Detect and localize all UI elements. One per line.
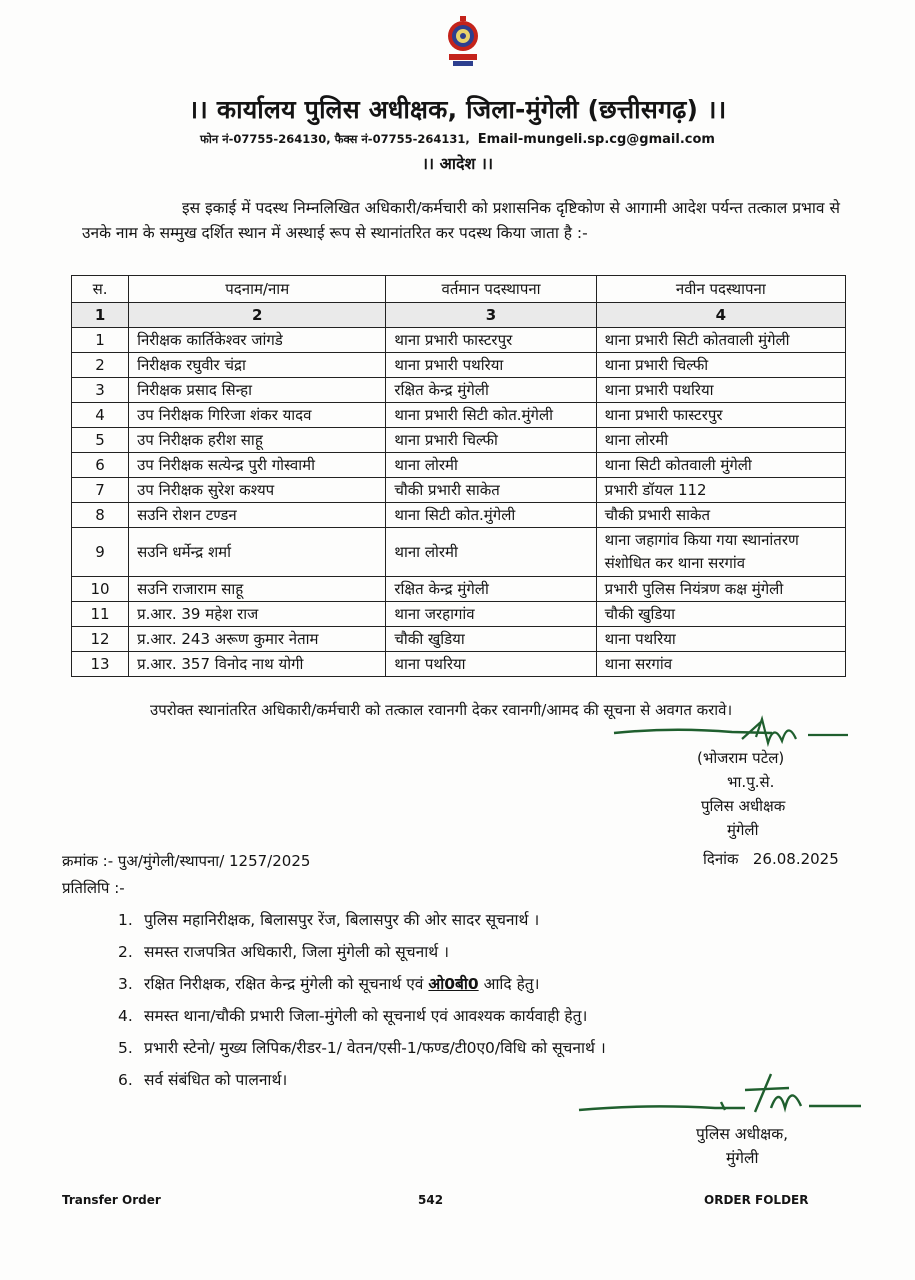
- cell-name: सउनि राजाराम साहू: [129, 577, 386, 602]
- cell-new: प्रभारी डॉयल 112: [596, 478, 845, 503]
- table-row: [72, 403, 846, 428]
- cell-current: चौकी प्रभारी साकेत: [386, 478, 596, 503]
- col-header-new: नवीन पदस्थापना: [596, 276, 845, 303]
- table-row: [72, 328, 846, 353]
- table-row: [72, 503, 846, 528]
- order-date: दिनांक 26.08.2025: [703, 850, 839, 868]
- list-item: 3. रक्षित निरीक्षक, रक्षित केन्द्र मुंगेली को सूचनार्थ एवं ओ0बी0 आदि हेतु।: [118, 975, 540, 993]
- cell-new: थाना प्रभारी फास्टरपुर: [596, 403, 845, 428]
- col-number: 2: [129, 303, 386, 328]
- cell-name: प्र.आर. 357 विनोद नाथ योगी: [129, 652, 386, 677]
- cell-name: उप निरीक्षक सुरेश कश्यप: [129, 478, 386, 503]
- cell-name: प्र.आर. 243 अरूण कुमार नेताम: [129, 627, 386, 652]
- cell-current: थाना पथरिया: [386, 652, 596, 677]
- footer-right: ORDER FOLDER: [704, 1193, 809, 1207]
- footer-page-number: 542: [418, 1193, 444, 1207]
- col-header-current: वर्तमान पदस्थापना: [386, 276, 596, 303]
- cell-name: सउनि धर्मेन्द्र शर्मा: [129, 528, 386, 577]
- cell-new: थाना प्रभारी पथरिया: [596, 378, 845, 403]
- intro-paragraph: इस इकाई में पदस्थ निम्नलिखित अधिकारी/कर्मचारी को प्रशासनिक दृष्टिकोण से आगामी आदेश पर्यन्त तत्काल प्रभाव से उनके नाम के सम्मुख दर्शित स्थान में अस्थाई रूप से स्थानांतरित कर पदस्थ किया जाता है :-: [82, 199, 840, 242]
- cell-new: थाना लोरमी: [596, 428, 845, 453]
- column-number-row: [72, 303, 846, 328]
- col-number: 1: [72, 303, 129, 328]
- table-row: [72, 428, 846, 453]
- table-row: [72, 528, 846, 577]
- cell-current: रक्षित केन्द्र मुंगेली: [386, 378, 596, 403]
- signatory-block: [697, 746, 857, 842]
- table-row: [72, 453, 846, 478]
- cell-new: प्रभारी पुलिस नियंत्रण कक्ष मुंगेली: [596, 577, 845, 602]
- cell-new: थाना जहागांव किया गया स्थानांतरण संशोधित कर थाना सरगांव: [596, 528, 845, 577]
- cell-new: थाना पथरिया: [596, 627, 845, 652]
- cell-sn: 12: [72, 627, 129, 652]
- cell-current: थाना प्रभारी पथरिया: [386, 353, 596, 378]
- cell-sn: 5: [72, 428, 129, 453]
- cell-sn: 4: [72, 403, 129, 428]
- phone-fax: फोन नं-07755-264130, फैक्स नं-07755-264131,: [200, 132, 470, 146]
- signatory-name: (भोजराम पटेल): [697, 749, 785, 767]
- cell-new: चौकी खुडिया: [596, 602, 845, 627]
- cell-sn: 8: [72, 503, 129, 528]
- cell-name: उप निरीक्षक हरीश साहू: [129, 428, 386, 453]
- list-item: 6. सर्व संबंधित को पालनार्थ।: [118, 1071, 288, 1089]
- table-body: [72, 328, 846, 677]
- order-heading: ।। आदेश ।।: [421, 154, 494, 173]
- table-row: [72, 627, 846, 652]
- cell-sn: 3: [72, 378, 129, 403]
- cell-new: थाना सरगांव: [596, 652, 845, 677]
- cell-sn: 7: [72, 478, 129, 503]
- cell-name: उप निरीक्षक सत्येन्द्र पुरी गोस्वामी: [129, 453, 386, 478]
- col-number: 4: [596, 303, 845, 328]
- police-emblem-icon: [443, 14, 483, 72]
- transfer-table: [71, 275, 846, 677]
- cell-current: थाना लोरमी: [386, 453, 596, 478]
- cell-new: थाना प्रभारी चिल्फी: [596, 353, 845, 378]
- signatory-block-2: [696, 1122, 788, 1170]
- cell-current: थाना प्रभारी फास्टरपुर: [386, 328, 596, 353]
- cell-sn: 2: [72, 353, 129, 378]
- footer-left: Transfer Order: [62, 1193, 161, 1207]
- table-row: [72, 652, 846, 677]
- office-title: ।। कार्यालय पुलिस अधीक्षक, जिला-मुंगेली (छत्तीसगढ़) ।।: [188, 95, 727, 124]
- signatory-designation: पुलिस अधीक्षक,: [696, 1125, 789, 1143]
- col-number: 3: [386, 303, 596, 328]
- list-item: 1. पुलिस महानिरीक्षक, बिलासपुर रेंज, बिलासपुर की ओर सादर सूचनार्थ ।: [118, 911, 540, 929]
- cell-current: थाना सिटी कोत.मुंगेली: [386, 503, 596, 528]
- list-item: 2. समस्त राजपत्रित अधिकारी, जिला मुंगेली को सूचनार्थ ।: [118, 943, 449, 961]
- cell-new: चौकी प्रभारी साकेत: [596, 503, 845, 528]
- cell-name: निरीक्षक प्रसाद सिन्हा: [129, 378, 386, 403]
- cell-name: उप निरीक्षक गिरिजा शंकर यादव: [129, 403, 386, 428]
- email-address: Email-mungeli.sp.cg@gmail.com: [477, 132, 715, 147]
- table-row: [72, 602, 846, 627]
- cell-sn: 6: [72, 453, 129, 478]
- col-header-sn: स.: [72, 276, 129, 303]
- cell-name: निरीक्षक कार्तिकेश्वर जांगडे: [129, 328, 386, 353]
- cell-sn: 13: [72, 652, 129, 677]
- signatory-place: मुंगेली: [726, 1149, 759, 1167]
- cell-current: चौकी खुडिया: [386, 627, 596, 652]
- instruction-line: उपरोक्त स्थानांतरित अधिकारी/कर्मचारी को तत्काल रवानगी देकर रवानगी/आमद की सूचना से अवगत करावे।: [150, 701, 733, 719]
- signatory-place: मुंगेली: [727, 821, 759, 839]
- cell-new: थाना प्रभारी सिटी कोतवाली मुंगेली: [596, 328, 845, 353]
- cell-new: थाना सिटी कोतवाली मुंगेली: [596, 453, 845, 478]
- cell-current: थाना प्रभारी सिटी कोत.मुंगेली: [386, 403, 596, 428]
- cell-sn: 9: [72, 528, 129, 577]
- cell-sn: 1: [72, 328, 129, 353]
- cell-name: प्र.आर. 39 महेश राज: [129, 602, 386, 627]
- signature-image: [575, 1068, 865, 1120]
- cell-sn: 10: [72, 577, 129, 602]
- reference-number: क्रमांक :- पुअ/मुंगेली/स्थापना/ 1257/2025: [62, 852, 311, 870]
- cell-current: थाना जरहागांव: [386, 602, 596, 627]
- signatory-service: भा.पु.से.: [727, 773, 775, 791]
- cell-current: रक्षित केन्द्र मुंगेली: [386, 577, 596, 602]
- underlined-term: ओ0बी0: [428, 975, 479, 993]
- table-row: [72, 478, 846, 503]
- copy-to-label: प्रतिलिपि :-: [62, 879, 125, 897]
- col-header-name: पदनाम/नाम: [129, 276, 386, 303]
- table-row: [72, 353, 846, 378]
- cell-sn: 11: [72, 602, 129, 627]
- cell-current: थाना प्रभारी चिल्फी: [386, 428, 596, 453]
- contact-line: [0, 132, 915, 147]
- cell-name: निरीक्षक रघुवीर चंद्रा: [129, 353, 386, 378]
- list-item: 4. समस्त थाना/चौकी प्रभारी जिला-मुंगेली को सूचनार्थ एवं आवश्यक कार्यवाही हेतु।: [118, 1007, 588, 1025]
- cell-name: सउनि रोशन टण्डन: [129, 503, 386, 528]
- table-header-row: [72, 276, 846, 303]
- signatory-designation: पुलिस अधीक्षक: [701, 797, 786, 815]
- cell-current: थाना लोरमी: [386, 528, 596, 577]
- table-row: [72, 577, 846, 602]
- list-item: 5. प्रभारी स्टेनो/ मुख्य लिपिक/रीडर-1/ वेतन/एसी-1/फण्ड/टी0ए0/विधि को सूचनार्थ ।: [118, 1039, 606, 1057]
- table-row: [72, 378, 846, 403]
